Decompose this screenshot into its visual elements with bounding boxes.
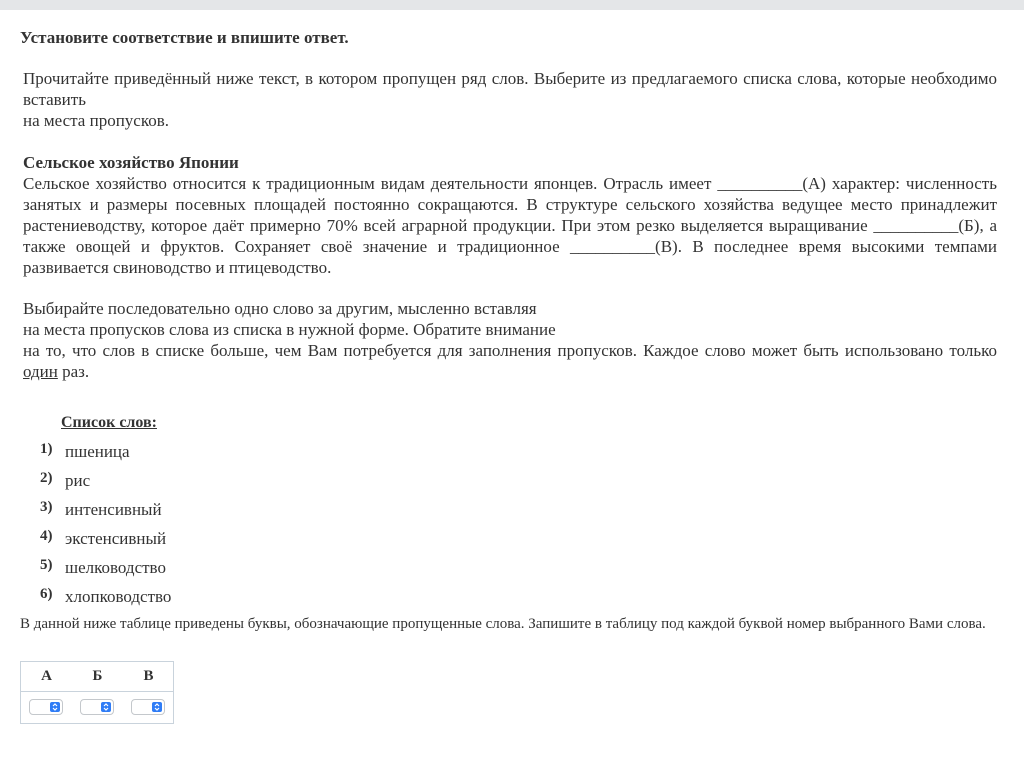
updown-chevron-icon	[101, 702, 111, 712]
top-bar	[0, 0, 1024, 10]
instructions-line-3	[23, 340, 997, 382]
list-item-number: 5)	[40, 557, 53, 573]
intro-line-1: Прочитайте приведённый ниже текст, в котором пропущен ряд слов. Выберите из предлагаемого списка слова, которые необходимо вставить	[23, 69, 997, 109]
passage-subtitle: Сельское хозяйство Японии	[23, 153, 239, 172]
table-note: В данной ниже таблице приведены буквы, обозначающие пропущенные слова. Запишите в таблицу под каждой буквой номер выбранного Вами слова.	[20, 616, 986, 632]
header-cell-v: В	[143, 668, 154, 684]
intro-text	[23, 68, 997, 131]
instructions-line-2: на места пропусков слова из списка в нужной форме. Обратите внимание	[23, 320, 556, 339]
list-item-word: рис	[65, 471, 91, 490]
updown-chevron-icon	[152, 702, 162, 712]
updown-chevron-icon	[50, 702, 60, 712]
list-item-word: пшеница	[65, 442, 130, 461]
passage	[23, 152, 997, 278]
list-item-number: 3)	[40, 499, 53, 515]
intro-line-2: на места пропусков.	[23, 111, 170, 130]
list-item-number: 1)	[40, 441, 53, 457]
wordlist-title: Список слов:	[61, 414, 157, 431]
task-title: Установите соответствие и впишите ответ.	[20, 28, 349, 47]
list-item-number: 6)	[40, 586, 53, 602]
instructions-line-3-text: на то, что слов в списке больше, чем Вам потребуется для заполнения пропусков. Каждое слово может быть использовано только	[23, 341, 997, 360]
instructions-tail: раз.	[62, 362, 90, 381]
answer-table	[20, 661, 174, 724]
instructions-underlined-word: один	[23, 362, 58, 381]
list-item-word: экстенсивный	[65, 529, 167, 548]
answer-select-b[interactable]	[80, 699, 114, 715]
instructions-line-1: Выбирайте последовательно одно слово за другим, мысленно вставляя	[23, 299, 537, 318]
answer-select-v[interactable]	[131, 699, 165, 715]
header-cell-b: Б	[92, 668, 103, 684]
answer-select-a[interactable]	[29, 699, 63, 715]
list-item-word: хлопководство	[65, 587, 172, 606]
list-item-number: 2)	[40, 470, 53, 486]
header-cell-a: А	[41, 668, 52, 684]
instructions	[23, 298, 997, 382]
answer-table-header	[21, 662, 173, 692]
list-item-word: интенсивный	[65, 500, 162, 519]
list-item-number: 4)	[40, 528, 53, 544]
list-item-word: шелководство	[65, 558, 166, 577]
passage-body: Сельское хозяйство относится к традиционным видам деятельности японцев. Отрасль имеет __________(А) характер: численность занятых и размеры посевных площадей постоянно сокращаются. В структуре сельского хозяйства ведущее место принадлежит растениеводству, которое даёт примерно 70% всей аграрной продукции. При этом резко выделяется выращивание __________(Б), а также овощей и фруктов. Сохраняет своё значение и традиционное __________(В). В последнее время высокими темпами развивается свиноводство и птицеводство.	[23, 174, 997, 277]
